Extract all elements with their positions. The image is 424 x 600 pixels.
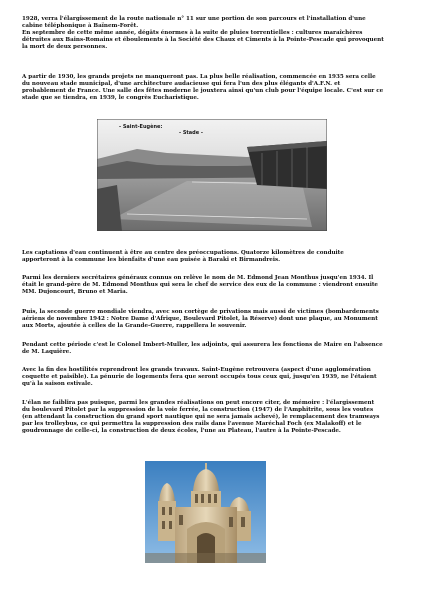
paragraph-1928: 1928, verra l'élargissement de la route nationale n° 11 sur une portion de son parcours et l'installation d'une cabine téléphonique à Baïnem-Forêt. En septembre de cette même année, dégâts énormes à la suite de pluies torrentielles : cultures maraîchères détruites aux Bains-Romains et éboulements à la Société des Chaux et Ciments à la Pointe-Pescade qui provoquent la mort de deux personnes. [22, 16, 384, 50]
stadium-photo-drawing [97, 119, 327, 231]
basilica-photo [145, 461, 266, 563]
paragraph-colonel: Pendant cette période c'est le Colonel Imbert-Muller, les adjoints, qui assurera les fonctions de Maire en l'absence de M. Laquière. [22, 342, 383, 355]
stadium-caption-town: - Saint-Eugène: [119, 124, 163, 130]
stadium-caption-place: - Stade - [179, 130, 203, 136]
paragraph-secretaires: Parmi les derniers secrétaires généraux connus on relève le nom de M. Edmond Jean Monthus jusqu'en 1934. Il était le grand-père de M. Edmond Monthus qui sera le chef de service des eux de la commune : viendront ensuite MM. Dujoncourt, Bruno et Maria. [22, 275, 378, 295]
paragraph-1930-stade: A partir de 1930, les grands projets ne manqueront pas. La plus belle réalisation, commencée en 1935 sera celle du nouveau stade municipal, d'une architecture audacieuse qui fera l'un des plus élégants d'A.F.N. et probablement de France. Une salle des fêtes moderne le jouxtera ainsi qu'un club pour l'équipe locale. C'est sur ce stade que se tiendra, en 1939, le congrès Eucharistique. [22, 74, 384, 101]
stadium-photo [97, 119, 327, 231]
basilica-photo-drawing [145, 461, 266, 563]
paragraph-fin-hostilites: Avec la fin des hostilités reprendront les grands travaux. Saint-Eugène retrouvera (aspect d'une agglomération coquette et paisible). La pénurie de logements fera que seront occupés tous ceux qui, jusqu'en 1939, ne l'étaient qu'à la saison estivale. [22, 367, 377, 387]
paragraph-seconde-guerre: Puis, la seconde guerre mondiale viendra, avec son cortège de privations mais aussi de victimes (bombardements aériens de novembre 1942 : Notre Dame d'Afrique, Boulevard Pitolet, la Réserve) dont une plaque, au Monument aux Morts, ajoutée à celles de la Grande-Guerre, rappellera le souvenir. [22, 309, 379, 329]
paragraph-captations-eau: Les captations d'eau continuent à être au centre des préoccupations. Quatorze kilomètres de conduite apporteront à la commune les bienfaits d'une eau puisée à Baraki et Birmandreis. [22, 250, 344, 263]
paragraph-elan: L'élan ne faiblira pas puisque, parmi les grandes réalisations on peut encore citer, de mémoire : l'élargissement du boulevard Pitolet par la suppression de la voie ferrée, la construction (1947) de l'Amphitrite, sous les voutes (en attendant la construction du grand sport nautique qui ne sera jamais achevé), le remplacement des tramways par les trolleybus, ce qui permettra la suppression des rails dans l'avenue Maréchal Foch (ex Malakoff) et le goudronnage de celle-ci, la construction de deux écoles, l'une au Plateau, l'autre à la Pointe-Pescade. [22, 400, 380, 434]
